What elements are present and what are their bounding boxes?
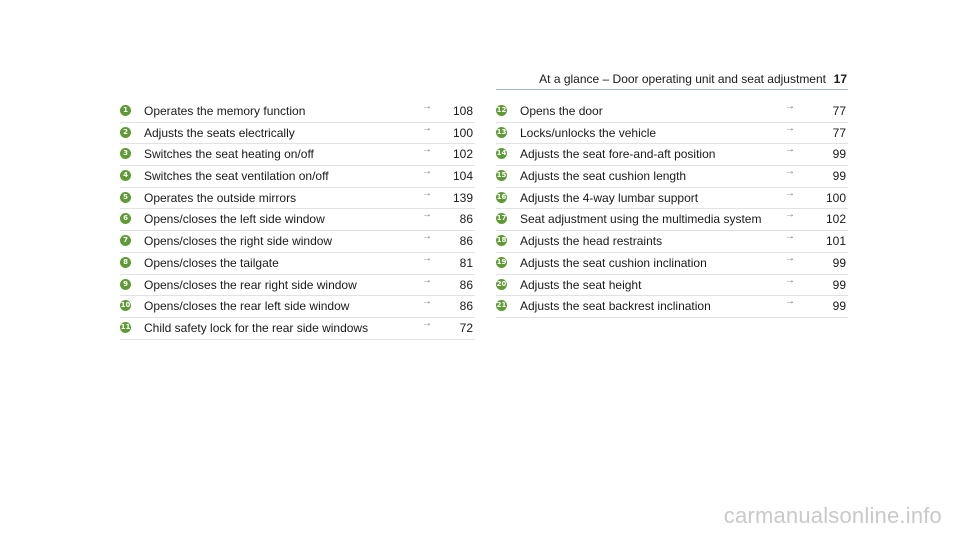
page-reference-link[interactable]: 99 [832, 255, 846, 270]
number-badge: 18 [496, 236, 507, 245]
number-badge: 15 [496, 171, 507, 180]
item-label: Adjusts the seats electrically [144, 125, 295, 140]
watermark: carmanualsonline.info [723, 503, 942, 528]
number-badge: 12 [496, 106, 507, 114]
item-label: Operates the memory function [144, 104, 306, 118]
page-reference-link[interactable]: 100 [452, 125, 473, 140]
page-reference-link[interactable]: 139 [452, 190, 473, 205]
page-number: 17 [833, 72, 847, 86]
number-badge: 14 [496, 149, 507, 158]
page-reference-link[interactable]: 100 [825, 190, 846, 205]
list-item [496, 166, 848, 188]
page-reference-link[interactable]: 77 [832, 104, 846, 118]
list-item [496, 231, 848, 253]
page-reference-arrow-icon: → [422, 122, 432, 134]
page-reference-arrow-icon: → [422, 209, 432, 221]
item-label: Switches the seat heating on/off [144, 147, 314, 162]
list-item [120, 253, 475, 275]
list-item [496, 123, 848, 145]
number-badge: 2 [120, 127, 131, 138]
list-item [120, 166, 475, 188]
page-reference-link[interactable]: 102 [825, 212, 846, 227]
number-badge: 10 [120, 301, 131, 310]
list-item [496, 209, 848, 231]
number-badge: 16 [496, 192, 507, 201]
list-item [496, 296, 848, 318]
page-reference-arrow-icon: → [422, 274, 432, 286]
number-badge: 11 [120, 322, 131, 331]
number-badge: 8 [120, 257, 131, 268]
item-label: Child safety lock for the rear side windows [144, 320, 369, 335]
list-item [120, 144, 475, 166]
item-label: Operates the outside mirrors [144, 190, 297, 205]
list-item [496, 101, 848, 123]
page-reference-arrow-icon: → [785, 209, 795, 221]
number-badge: 17 [496, 214, 507, 223]
list-item [120, 188, 475, 210]
item-label: Adjusts the seat cushion length [520, 169, 687, 184]
page-reference-arrow-icon: → [785, 296, 795, 308]
item-label: Seat adjustment using the multimedia system [520, 212, 762, 227]
page-reference-arrow-icon: → [422, 187, 432, 199]
number-badge: 19 [496, 257, 507, 266]
page-reference-arrow-icon: → [785, 274, 795, 286]
list-item [496, 253, 848, 275]
right-column-list [496, 101, 848, 318]
page-reference-link[interactable]: 108 [452, 104, 473, 118]
left-column-list [120, 101, 475, 340]
item-label: Opens/closes the right side window [144, 234, 333, 249]
page-reference-link[interactable]: 86 [459, 277, 473, 292]
page-reference-arrow-icon: → [422, 144, 432, 156]
page-reference-arrow-icon: → [422, 166, 432, 178]
list-item [120, 231, 475, 253]
item-label: Adjusts the seat height [520, 277, 642, 292]
page-reference-link[interactable]: 99 [832, 277, 846, 292]
page-reference-link[interactable]: 99 [832, 169, 846, 184]
item-label: Opens/closes the rear right side window [144, 277, 357, 292]
number-badge: 5 [120, 192, 131, 203]
page-reference-link[interactable]: 101 [825, 234, 846, 249]
page-reference-arrow-icon: → [422, 252, 432, 264]
page-reference-link[interactable]: 77 [832, 125, 846, 140]
item-label: Locks/unlocks the vehicle [520, 125, 657, 140]
page-reference-link[interactable]: 86 [459, 299, 473, 314]
list-item [120, 275, 475, 297]
number-badge: 20 [496, 279, 507, 288]
page-reference-link[interactable]: 86 [459, 212, 473, 227]
page-reference-link[interactable]: 102 [452, 147, 473, 162]
page-reference-arrow-icon: → [785, 231, 795, 243]
list-item [496, 275, 848, 297]
item-label: Opens the door [520, 104, 603, 118]
page-reference-arrow-icon: → [785, 166, 795, 178]
page-header [496, 72, 848, 90]
item-label: Opens/closes the rear left side window [144, 299, 350, 314]
list-item [496, 144, 848, 166]
page-reference-arrow-icon: → [422, 296, 432, 308]
page-reference-arrow-icon: → [785, 144, 795, 156]
number-badge: 4 [120, 170, 131, 181]
page-reference-link[interactable]: 99 [832, 147, 846, 162]
number-badge: 6 [120, 213, 131, 224]
page-reference-link[interactable]: 86 [459, 234, 473, 249]
page-reference-link[interactable]: 72 [459, 320, 473, 335]
list-item [120, 296, 475, 318]
item-label: Adjusts the seat cushion inclination [520, 255, 707, 270]
page-reference-link[interactable]: 104 [452, 169, 473, 184]
page-reference-arrow-icon: → [785, 122, 795, 134]
page-reference-arrow-icon: → [785, 187, 795, 199]
item-label: Adjusts the seat fore-and-aft position [520, 147, 716, 162]
list-item [120, 209, 475, 231]
list-item [120, 123, 475, 145]
number-badge: 21 [496, 301, 507, 310]
page-reference-arrow-icon: → [422, 101, 432, 112]
page-reference-link[interactable]: 99 [832, 299, 846, 314]
number-badge: 7 [120, 235, 131, 246]
item-label: Adjusts the 4-way lumbar support [520, 190, 699, 205]
number-badge: 9 [120, 279, 131, 290]
number-badge: 13 [496, 127, 507, 136]
page-reference-arrow-icon: → [422, 317, 432, 329]
number-badge: 1 [120, 105, 131, 116]
list-item [120, 101, 475, 123]
item-label: Adjusts the head restraints [520, 234, 663, 249]
page-header-title: At a glance – Door operating unit and seat adjustment [539, 72, 826, 86]
list-item [496, 188, 848, 210]
page-reference-arrow-icon: → [422, 231, 432, 243]
number-badge: 3 [120, 148, 131, 159]
item-label: Switches the seat ventilation on/off [144, 169, 329, 184]
item-label: Opens/closes the left side window [144, 212, 325, 227]
item-label: Opens/closes the tailgate [144, 255, 279, 270]
list-item [120, 318, 475, 340]
page-reference-arrow-icon: → [785, 252, 795, 264]
page-reference-link[interactable]: 81 [459, 255, 473, 270]
item-label: Adjusts the seat backrest inclination [520, 299, 711, 314]
page-reference-arrow-icon: → [785, 101, 795, 112]
